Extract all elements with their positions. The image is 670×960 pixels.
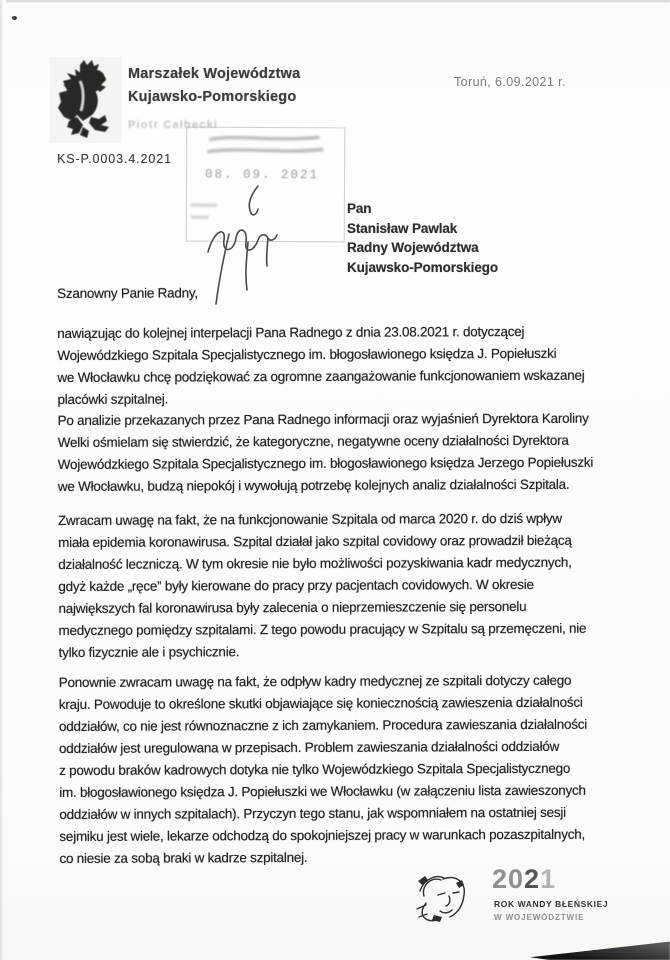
text-line: oddziałów w innych szpitalach). Przyczyn tego stanu, jak wspomniałem na ostatniej sesji (59, 804, 566, 822)
text-line: Po analizie przekazanych przez Pana Radnego informacji oraz wyjaśnień Dyrektora Karoliny (57, 410, 589, 428)
scan-edge-left (0, 0, 2, 960)
wanda-blenska-sketch-icon (412, 869, 478, 935)
text-line: placówki szpitalnej. (57, 391, 169, 407)
stamp-date: 08. 09. 2021 (205, 167, 320, 183)
coat-of-arms (50, 57, 122, 143)
text-line: oddziałów jest uregulowana w przepisach. Problem zawieszania działalności oddziałów (58, 738, 560, 756)
text-line: we Włocławku chcę podziękować za ogromne zaangażowanie funkcjonowaniem wskazanej (57, 367, 585, 385)
text-line: Pan (347, 201, 372, 216)
year-label (492, 864, 556, 895)
text-line: co niesie za sobą braki w kadrze szpitalnej. (59, 849, 308, 866)
text-line: tylko fizycznie ale i psychicznie. (58, 644, 240, 660)
addressee-block (347, 199, 498, 277)
text-line: Radny Województwa (347, 240, 479, 255)
scan-speck (12, 16, 17, 20)
footer-caption-line2: W WOJEWÓDZTWIE (494, 913, 585, 922)
text-line: z powodu braków kadrowych dotyka nie tylko Wojewódzkiego Szpitala Specjalistycznego (59, 760, 571, 778)
place-and-date: Toruń, 6.09.2021 r. (454, 75, 566, 89)
text-line: Welki ośmielam się stwierdzić, że kategoryczne, negatywne oceny działalności Dyrektora (57, 432, 569, 450)
text-line: Zwracam uwagę na fakt, że na funkcjonowanie Szpitala od marca 2020 r. do dziś wpływ (58, 510, 562, 528)
text-line: im. błogosławionego księdza J. Popiełuszki we Włocławku (w załączeniu lista zawieszonych (59, 782, 586, 800)
text-line: miała epidemia koronawirusa. Szpital działał jako szpital covidowy oraz prowadził bieżącą (58, 532, 572, 550)
text-line: Stanisław Pawlak (347, 220, 458, 236)
sender-title-line1: Marszałek Województwa (128, 66, 301, 82)
text-line: największych fal koronawirusa były zalecenia o nieprzemieszczenie się personelu (58, 598, 527, 616)
text-line: Kujawsko-Pomorskiego (347, 259, 499, 275)
paragraph-1 (57, 321, 617, 411)
portrait-sketch (412, 869, 478, 940)
reference-number: KS-P.0003.4.2021 (57, 152, 172, 166)
year-part: 20 (492, 864, 525, 894)
sender-title-line2: Kujawsko-Pomorskiego (128, 89, 297, 105)
text-line: sejmiku jest wiele, lekarze odchodzą do spokojniejszej pracy w warunkach pozaszpitalnych, (59, 826, 585, 844)
paragraph-3 (58, 508, 619, 664)
text-line: nawiązując do kolejnej interpelacji Pana Radnego z dnia 23.08.2021 r. dotyczącej (57, 323, 525, 341)
text-line: Wojewódzkiego Szpitala Specjalistycznego im. błogosławionego księdza J. Popiełuszki (57, 345, 557, 363)
text-line: we Włocławku, budzą niepokój i wywołują potrzebę kolejnych analiz działalności Szpitala. (57, 476, 570, 494)
letter-body (57, 281, 620, 883)
scan-edge-top (6, 0, 670, 2)
text-line: oddziałów, co nie jest równoznaczne z ich zamykaniem. Procedura zawieszania działalności (58, 716, 587, 734)
text-line: medycznego pomiędzy szpitalami. Z tego powodu pracujący w Szpitalu są przemęczeni, nie (58, 620, 587, 638)
stamp-illegible-text (201, 132, 331, 167)
footer-caption-line1: ROK WANDY BŁEŃSKIEJ (494, 899, 609, 909)
sender-name: Piotr Całbecki (128, 119, 219, 131)
text-line: działalność leczniczą. W tym okresie nie było możliwości pozyskiwania kadr medycznych, (58, 554, 572, 572)
heraldic-eagle-icon (50, 57, 122, 143)
scan-corner-shadow (530, 932, 670, 960)
paragraph-4 (59, 670, 620, 870)
text-line: kraju. Powoduje to określone skutki objawiające się koniecznością zawieszenia działalności (58, 694, 583, 712)
text-line: Ponownie zwracam uwagę na fakt, że odpływ kadry medycznej ze szpitali dotyczy całego (58, 672, 572, 690)
text-line: gdyż każde „ręce” były kierowane do pracy przy pacjentach covidowych. W okresie (58, 576, 534, 594)
text-line: Wojewódzkiego Szpitala Specjalistycznego im. błogosławionego księdza Jerzego Popiełuszki (57, 454, 594, 472)
year-part: 2 (524, 864, 541, 894)
paragraph-2 (58, 408, 618, 498)
year-part: 1 (540, 864, 557, 894)
greeting: Szanowny Panie Radny, (57, 285, 198, 301)
